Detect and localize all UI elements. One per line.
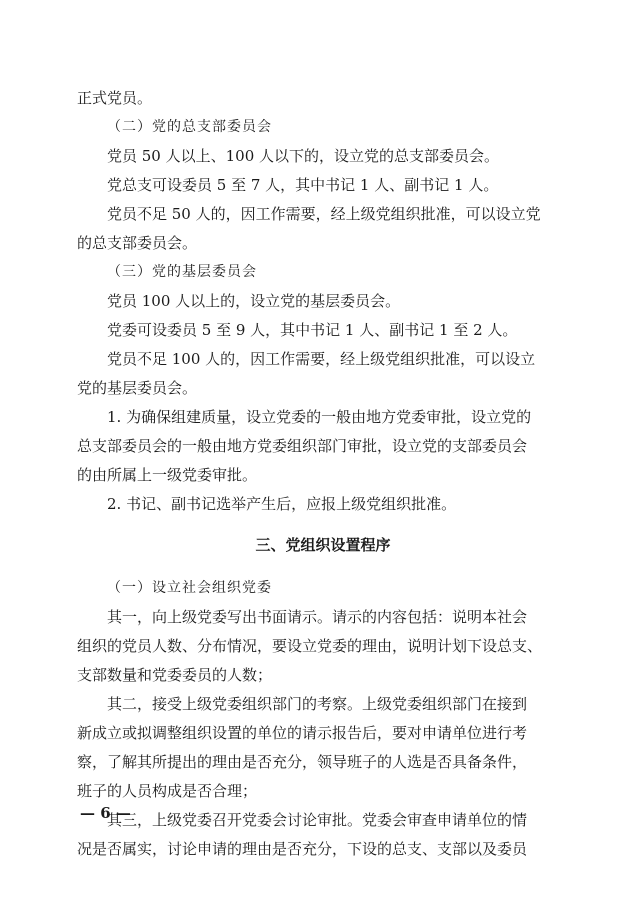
paragraph-line: 正式党员。 — [77, 89, 153, 107]
paragraph-line: 总支部委员会的一般由地方党委组织部门审批，设立党的支部委员会 — [77, 437, 528, 455]
paragraph-line: 组织的党员人数、分布情况，要设立党委的理由，说明计划下设总支、 — [77, 637, 543, 655]
paragraph-line: 2. 书记、副书记选举产生后，应报上级党组织批准。 — [107, 495, 457, 513]
paragraph-line: 党员 100 人以上的，设立党的基层委员会。 — [107, 292, 401, 310]
paragraph-line: 其一，向上级党委写出书面请示。请示的内容包括：说明本社会 — [107, 608, 528, 626]
paragraph-line: 党的基层委员会。 — [77, 379, 198, 397]
paragraph-line: 其三，上级党委召开党委会讨论审批。党委会审查申请单位的情 — [107, 811, 528, 829]
subsection-heading: （一）设立社会组织党委 — [107, 580, 272, 596]
paragraph-line: 新成立或拟调整组织设置的单位的请示报告后，要对申请单位进行考 — [77, 724, 528, 742]
paragraph-line: 党委可设委员 5 至 9 人，其中书记 1 人、副书记 1 至 2 人。 — [107, 321, 518, 339]
paragraph-line: 支部数量和党委委员的人数； — [77, 666, 273, 684]
paragraph-line: 党员不足 100 人的，因工作需要，经上级党组织批准，可以设立 — [107, 350, 536, 368]
paragraph-line: 党员 50 人以上、100 人以下的，设立党的总支部委员会。 — [107, 147, 500, 165]
paragraph-line: 1. 为确保组建质量，设立党委的一般由地方党委审批，设立党的 — [107, 408, 532, 426]
subsection-heading: （二）党的总支部委员会 — [107, 119, 272, 135]
subsection-heading: （三）党的基层委员会 — [107, 264, 257, 280]
paragraph-line: 况是否属实，讨论申请的理由是否充分，下设的总支、支部以及委员 — [77, 840, 528, 858]
page-body — [77, 84, 569, 864]
page-number: — 6 — — [80, 804, 131, 822]
paragraph-line: 的总支部委员会。 — [77, 234, 198, 252]
paragraph-line: 的由所属上一级党委审批。 — [77, 466, 258, 484]
paragraph-line: 党总支可设委员 5 至 7 人，其中书记 1 人、副书记 1 人。 — [107, 176, 499, 194]
paragraph-line: 班子的人员构成是否合理； — [77, 782, 258, 800]
section-heading: 三、党组织设置程序 — [255, 536, 391, 554]
paragraph-line: 察，了解其所提出的理由是否充分，领导班子的人选是否具备条件， — [77, 753, 528, 771]
paragraph-line: 其二，接受上级党委组织部门的考察。上级党委组织部门在接到 — [107, 695, 528, 713]
paragraph-line: 党员不足 50 人的，因工作需要，经上级党组织批准，可以设立党 — [107, 205, 541, 223]
